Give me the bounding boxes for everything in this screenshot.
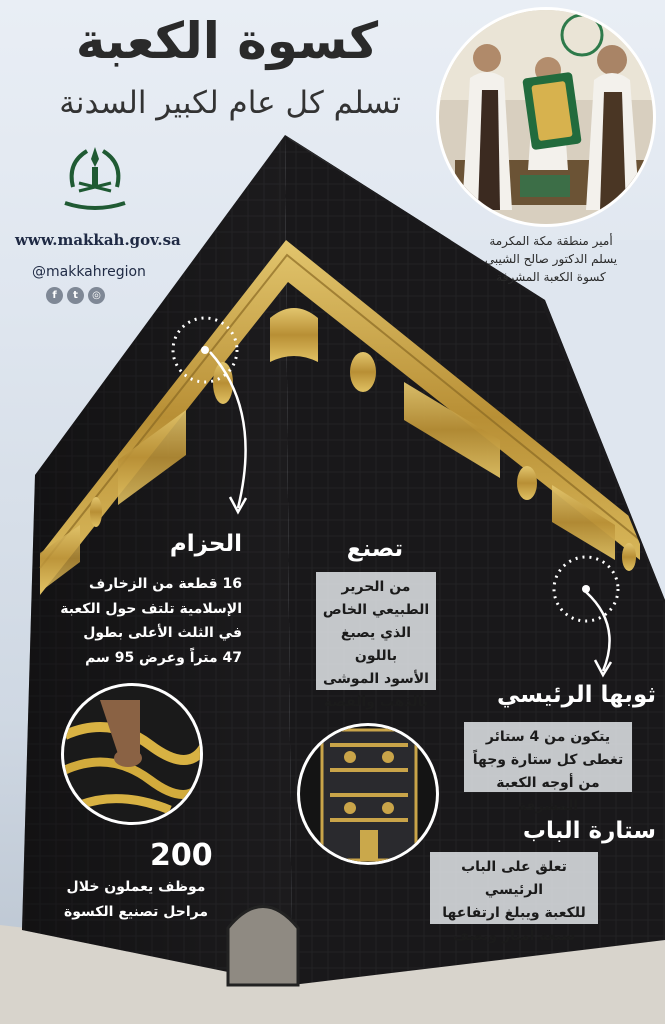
- main-cloth-box: يتكون من 4 ستائر تغطى كل ستارة وجهاً من أوجه الكعبة المشرفة: [464, 722, 632, 792]
- social-handle[interactable]: @makkahregion: [32, 264, 146, 280]
- belt-heading: الحزام: [169, 531, 242, 557]
- social-icons: [46, 287, 105, 304]
- page-title: كسوة الكعبة: [75, 12, 379, 70]
- facebook-icon[interactable]: f: [46, 287, 63, 304]
- makkah-region-emblem: [65, 147, 125, 208]
- belt-description: 16 قطعة من الزخارف الإسلامية تلتف حول الكعبة في الثلث الأعلى بطول 47 متراً وعرض 95 سم: [60, 576, 242, 666]
- made-box: من الحرير الطبيعي الخاص الذي يصبغ باللون الأسود الموشى بالذهب والفضة: [316, 572, 436, 690]
- ceremony-photo: [430, 5, 665, 235]
- website-link[interactable]: www.makkah.gov.sa: [15, 231, 181, 249]
- workers-count: 200: [150, 838, 213, 873]
- door-curtain-box: تعلق على الباب الرئيسي للكعبة ويبلغ ارتفاعها سبعة أمتار ونصف: [430, 852, 598, 924]
- made-heading: تصنع: [346, 536, 404, 562]
- photo-caption: أمير منطقة مكة المكرمة يسلم الدكتور صالح الشيبي كسوة الكعبة المشرفة: [484, 234, 618, 284]
- instagram-icon[interactable]: ◎: [88, 287, 105, 304]
- page-subtitle: تسلم كل عام لكبير السدنة: [59, 85, 401, 121]
- main-cloth-heading: ثوبها الرئيسي: [496, 682, 656, 708]
- twitter-icon[interactable]: t: [67, 287, 84, 304]
- workers-description: موظف يعملون خلال مراحل تصنيع الكسوة: [63, 879, 209, 920]
- door-curtain-heading: ستارة الباب: [522, 818, 656, 844]
